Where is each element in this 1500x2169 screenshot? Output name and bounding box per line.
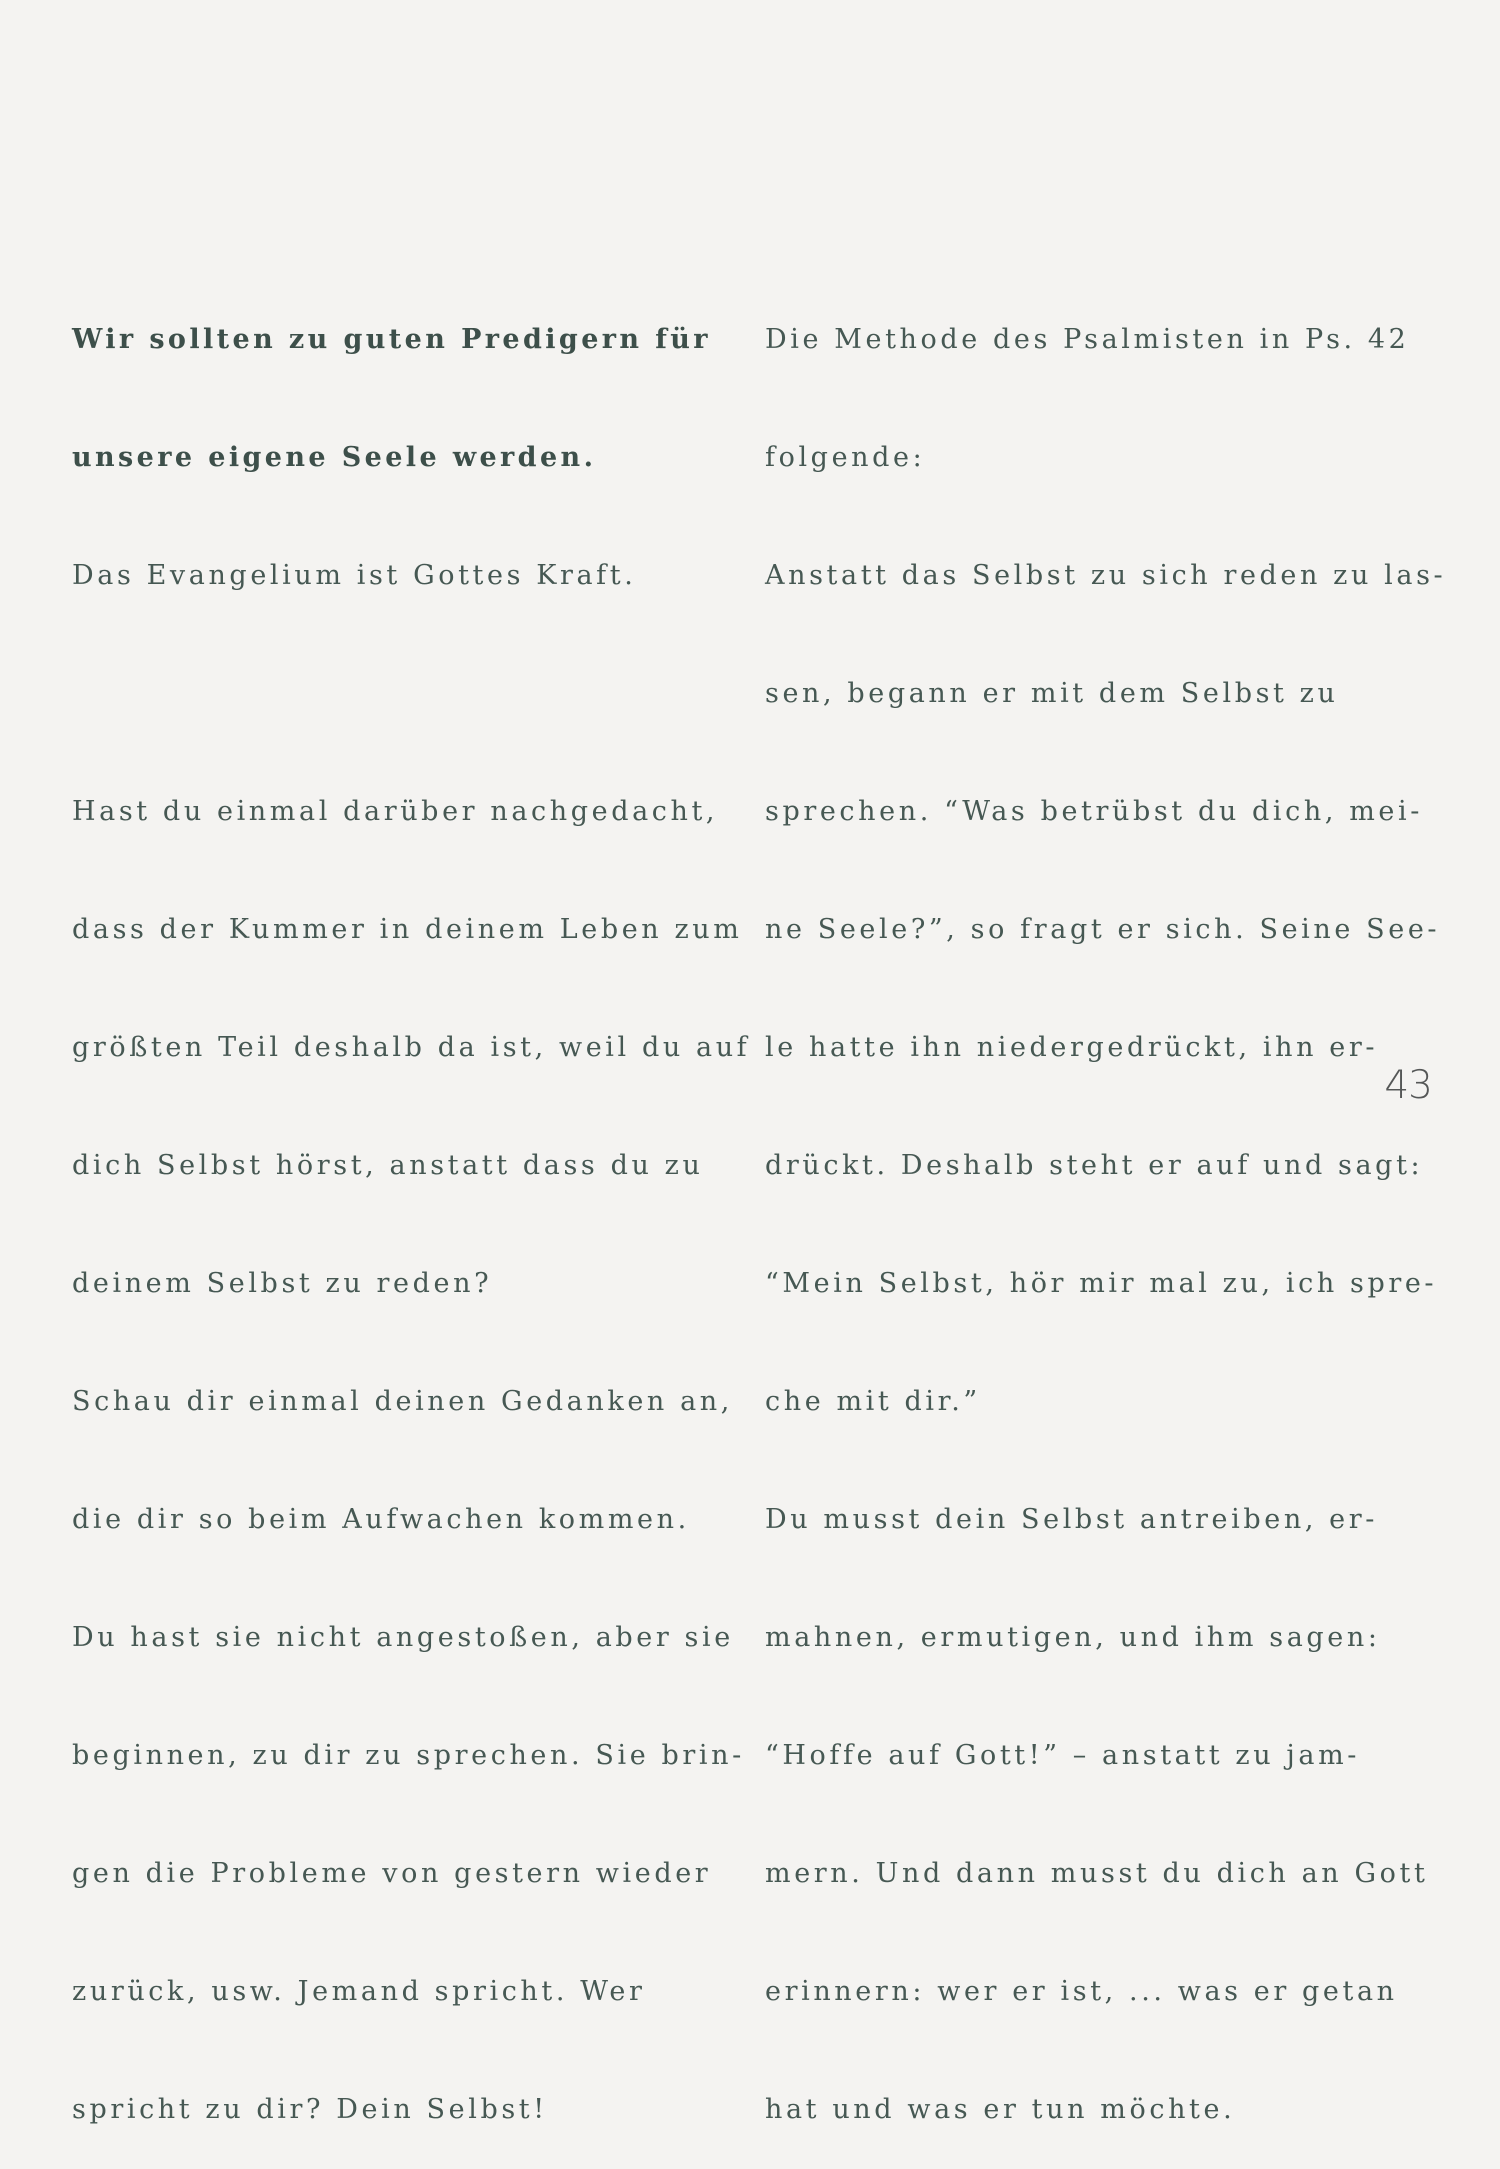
- page-number: 43: [1384, 1063, 1432, 1108]
- text-line: mern. Und dann musst du dich an Gott: [765, 1858, 1429, 1890]
- text-line: Die Methode des Psalmisten in Ps. 42: [765, 323, 1410, 355]
- text-line: Hast du einmal darüber nachgedacht,: [72, 795, 719, 827]
- text-line: dass der Kummer in deinem Leben zum: [72, 913, 743, 945]
- text-line: Du hast sie nicht angestoßen, aber sie: [72, 1622, 734, 1654]
- text-line: drückt. Deshalb steht er auf und sagt:: [765, 1149, 1424, 1181]
- left-column: [72, 241, 752, 2169]
- heading-line: unsere eigene Seele werden.: [72, 441, 597, 473]
- text-line: ne Seele?”, so fragt er sich. Seine See-: [765, 913, 1441, 945]
- text-line: deinem Selbst zu reden?: [72, 1267, 493, 1299]
- text-line: zurück, usw. Jemand spricht. Wer: [72, 1976, 646, 2008]
- text-line: erinnern: wer er ist, ... was er getan: [765, 1976, 1398, 2008]
- text-line: dich Selbst hörst, anstatt dass du zu: [72, 1149, 704, 1181]
- text-line: sprechen. “Was betrübst du dich, mei-: [765, 795, 1423, 827]
- text-line: beginnen, zu dir zu sprechen. Sie brin-: [72, 1740, 745, 1772]
- heading-line: Wir sollten zu guten Predigern für: [72, 323, 711, 355]
- text-line: hat und was er tun möchte.: [765, 2094, 1236, 2126]
- right-column: [765, 241, 1465, 2169]
- text-line: gen die Probleme von gestern wieder: [72, 1858, 712, 1890]
- text-line: mahnen, ermutigen, und ihm sagen:: [765, 1622, 1381, 1654]
- text-line: che mit dir.”: [765, 1385, 981, 1417]
- text-line: Schau dir einmal deinen Gedanken an,: [72, 1385, 733, 1417]
- text-line: sen, begann er mit dem Selbst zu: [765, 677, 1339, 709]
- text-line: “Mein Selbst, hör mir mal zu, ich spre-: [765, 1267, 1438, 1299]
- text-line: Anstatt das Selbst zu sich reden zu las-: [765, 559, 1447, 591]
- text-line: folgende:: [765, 441, 926, 473]
- text-line: Du musst dein Selbst antreiben, er-: [765, 1504, 1378, 1535]
- text-line: le hatte ihn niedergedrückt, ihn er-: [765, 1031, 1379, 1063]
- text-line: “Hoffe auf Gott!” – anstatt zu jam-: [765, 1740, 1361, 1772]
- text-line: Das Evangelium ist Gottes Kraft.: [72, 559, 637, 591]
- blank-line: [72, 674, 752, 713]
- text-line: spricht zu dir? Dein Selbst!: [72, 2094, 548, 2126]
- text-line: größten Teil deshalb da ist, weil du auf: [72, 1031, 751, 1063]
- text-line: die dir so beim Aufwachen kommen.: [72, 1504, 690, 1535]
